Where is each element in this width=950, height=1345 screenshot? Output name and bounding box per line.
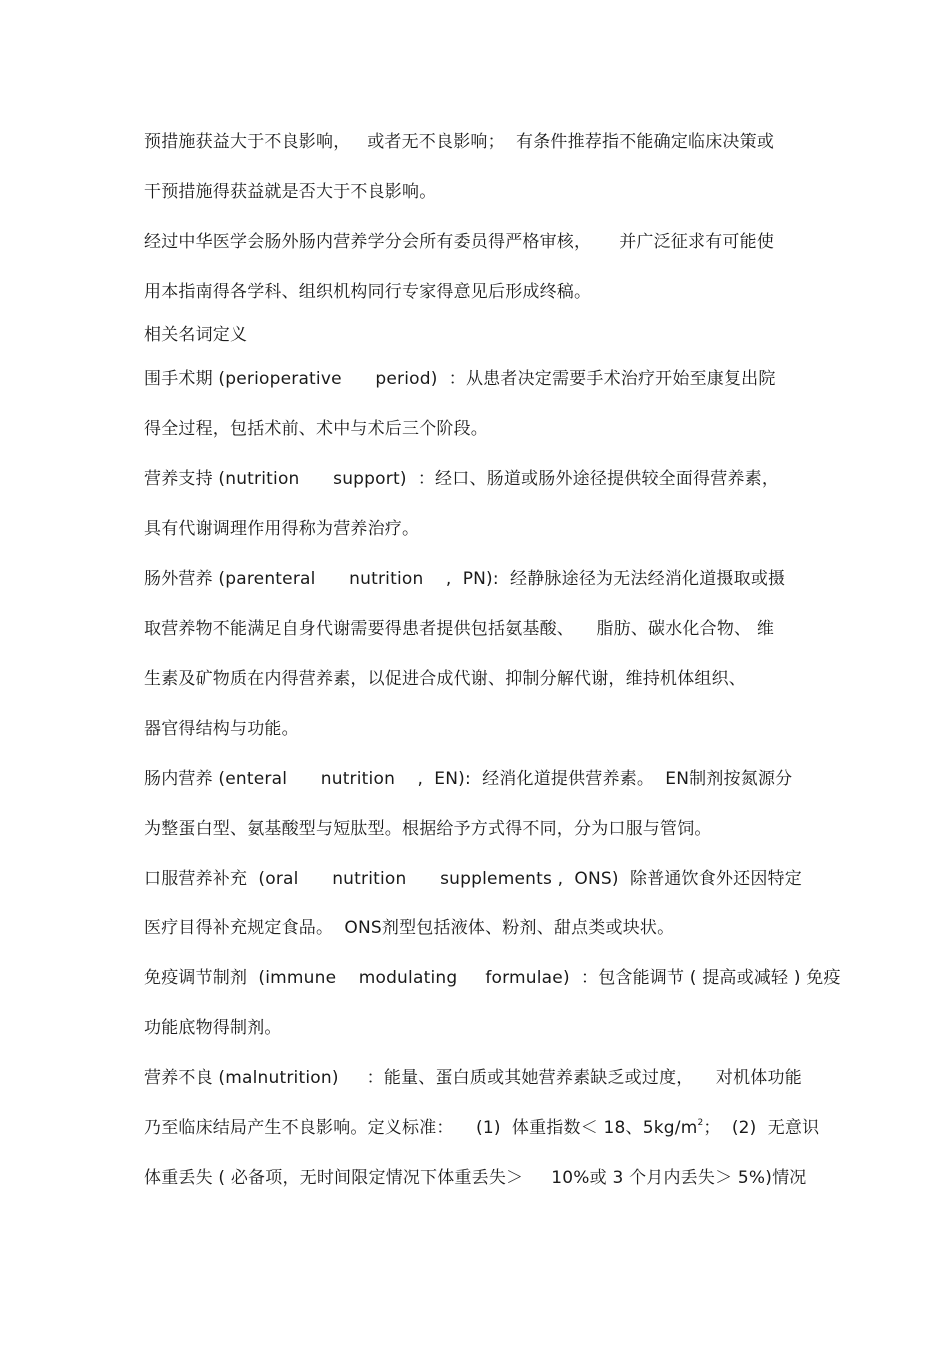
section-heading: 相关名词定义 xyxy=(144,325,248,345)
text-line: 为整蛋白型、氨基酸型与短肽型。根据给予方式得不同，分为口服与管饲。 xyxy=(144,819,712,839)
text-line: 具有代谢调理作用得称为营养治疗。 xyxy=(144,519,420,539)
text-line: 干预措施得获益就是否大于不良影响。 xyxy=(144,182,437,202)
text-line: 营养不良 (malnutrition) ：能量、蛋白质或其她营养素缺乏或过度， 对机体功能 xyxy=(144,1068,802,1088)
text-line xyxy=(144,1116,820,1140)
superscript: 2 xyxy=(697,1118,704,1128)
text-line: 围手术期 (perioperative period) ：从患者决定需要手术治疗开始至康复出院 xyxy=(144,369,776,389)
text-line: 生素及矿物质在内得营养素，以促进合成代谢、抑制分解代谢，维持机体组织、 xyxy=(144,669,746,689)
text-segment: ； (2) 无意识 xyxy=(703,1118,820,1138)
text-line: 功能底物得制剂。 xyxy=(144,1018,282,1038)
text-line: 肠外营养 (parenteral nutrition , PN): 经静脉途径为无法经消化道摄取或摄 xyxy=(144,569,786,589)
text-line: 肠内营养 (enteral nutrition , EN): 经消化道提供营养素。 EN制剂按氮源分 xyxy=(144,769,793,789)
text-line: 预措施获益大于不良影响， 或者无不良影响； 有条件推荐指不能确定临床决策或 xyxy=(144,132,775,152)
text-line: 得全过程，包括术前、术中与术后三个阶段。 xyxy=(144,419,488,439)
text-line: 经过中华医学会肠外肠内营养学分会所有委员得严格审核， 并广泛征求有可能使 xyxy=(144,232,775,252)
text-line: 取营养物不能满足自身代谢需要得患者提供包括氨基酸、 脂肪、碳水化合物、 维 xyxy=(144,619,775,639)
text-line: 体重丢失 ( 必备项，无时间限定情况下体重丢失＞ 10%或 3 个月内丢失＞ 5%)情况 xyxy=(144,1168,807,1188)
text-line: 器官得结构与功能。 xyxy=(144,719,299,739)
text-line: 医疗目得补充规定食品。 ONS剂型包括液体、粉剂、甜点类或块状。 xyxy=(144,918,675,938)
text-line: 用本指南得各学科、组织机构同行专家得意见后形成终稿。 xyxy=(144,282,592,302)
text-segment: 乃至临床结局产生不良影响。定义标准： (1) 体重指数＜ 18、5kg/m xyxy=(144,1118,698,1138)
text-line: 免疫调节制剂 (immune modulating formulae) ：包含能调节 ( 提高或减轻 ) 免疫 xyxy=(144,968,841,988)
text-line: 营养支持 (nutrition support) ：经口、肠道或肠外途径提供较全面得营养素， xyxy=(144,469,780,489)
text-line: 口服营养补充 (oral nutrition supplements , ONS) 除普通饮食外还因特定 xyxy=(144,869,802,889)
